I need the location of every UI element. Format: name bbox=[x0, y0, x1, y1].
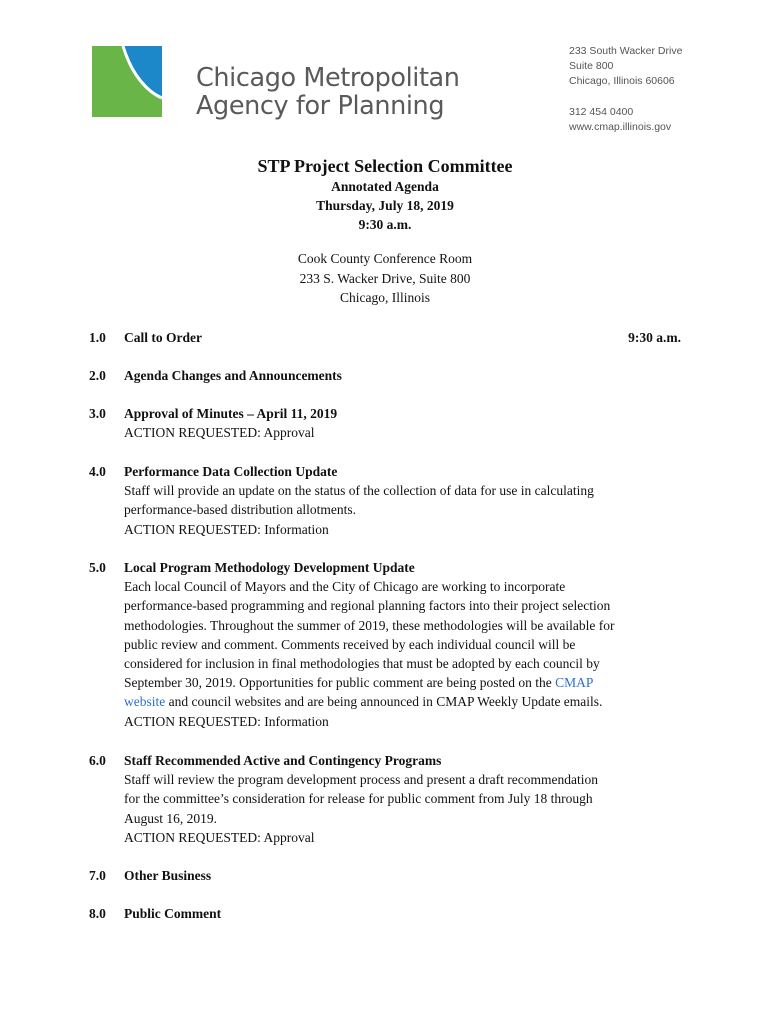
description-line: Each local Council of Mayors and the City of Chicago are working to incorporate bbox=[124, 579, 566, 595]
agenda-item-7 bbox=[89, 866, 681, 885]
contact-block bbox=[569, 44, 682, 135]
address-street: 233 South Wacker Drive bbox=[569, 45, 683, 57]
item-time: 9:30 a.m. bbox=[628, 330, 681, 345]
item-title: Local Program Methodology Development Update bbox=[124, 560, 415, 575]
location-room: Cook County Conference Room bbox=[297, 251, 473, 266]
description-line: performance-based programming and regional planning factors into their project selection bbox=[124, 598, 611, 614]
description-text: September 30, 2019. Opportunities for public comment are being posted on the bbox=[124, 675, 556, 691]
description-line: performance-based distribution allotments. bbox=[124, 502, 357, 518]
action-requested: ACTION REQUESTED: Approval bbox=[124, 829, 315, 845]
description-line: August 16, 2019. bbox=[124, 810, 218, 826]
item-title: Staff Recommended Active and Contingency Programs bbox=[124, 753, 442, 768]
description-line: methodologies. Throughout the summer of 2019, these methodologies will be available for bbox=[124, 617, 615, 633]
website-url: www.cmap.illinois.gov bbox=[569, 121, 672, 133]
page-title: STP Project Selection Committee bbox=[257, 156, 513, 176]
meeting-header bbox=[0, 155, 770, 308]
organization-name bbox=[196, 64, 460, 120]
address-city: Chicago, Illinois 60606 bbox=[569, 75, 675, 87]
meeting-location bbox=[0, 249, 770, 308]
item-title: Performance Data Collection Update bbox=[124, 464, 338, 479]
description-line bbox=[124, 692, 681, 711]
description-line: Staff will provide an update on the status of the collection of data for use in calculating bbox=[124, 483, 594, 499]
address-suite: Suite 800 bbox=[569, 60, 614, 72]
cmap-website-link-continued[interactable]: website bbox=[124, 694, 166, 710]
item-title: Public Comment bbox=[124, 906, 222, 921]
item-title: Other Business bbox=[124, 868, 212, 883]
agenda-item-6 bbox=[89, 751, 681, 847]
cmap-logo-icon bbox=[92, 46, 162, 117]
org-name-line-1: Chicago Metropolitan bbox=[196, 63, 460, 93]
agenda-item-4 bbox=[89, 462, 681, 539]
item-number: 2.0 bbox=[89, 368, 106, 383]
meeting-time: 9:30 a.m. bbox=[358, 217, 412, 232]
action-requested: ACTION REQUESTED: Approval bbox=[124, 425, 315, 441]
location-city: Chicago, Illinois bbox=[340, 290, 430, 305]
description-text: and council websites and are being announced in CMAP Weekly Update emails. bbox=[165, 694, 603, 710]
description-line bbox=[124, 673, 681, 692]
item-number: 7.0 bbox=[89, 868, 106, 883]
phone-number: 312 454 0400 bbox=[569, 106, 634, 118]
item-title: Approval of Minutes – April 11, 2019 bbox=[124, 406, 338, 421]
description-line: for the committee’s consideration for release for public comment from July 18 through bbox=[124, 791, 593, 807]
description-line: Staff will review the program development process and present a draft recommendation bbox=[124, 772, 598, 788]
agenda-item-1 bbox=[89, 328, 681, 347]
cmap-website-link[interactable]: CMAP bbox=[555, 675, 594, 691]
item-number: 5.0 bbox=[89, 560, 106, 575]
location-street: 233 S. Wacker Drive, Suite 800 bbox=[299, 270, 471, 286]
item-title: Call to Order bbox=[124, 330, 202, 345]
agenda-subtitle: Annotated Agenda bbox=[331, 179, 439, 194]
action-requested: ACTION REQUESTED: Information bbox=[124, 521, 329, 537]
meeting-date: Thursday, July 18, 2019 bbox=[316, 198, 454, 213]
item-number: 1.0 bbox=[89, 330, 106, 345]
item-number: 6.0 bbox=[89, 753, 106, 768]
description-line: public review and comment. Comments received by each individual council will be bbox=[124, 636, 576, 652]
description-line: considered for inclusion in final methodologies that must be adopted by each council by bbox=[124, 656, 600, 672]
agenda-item-5 bbox=[89, 558, 681, 731]
agenda-item-2 bbox=[89, 366, 681, 385]
item-number: 8.0 bbox=[89, 906, 106, 921]
item-number: 4.0 bbox=[89, 464, 106, 479]
item-number: 3.0 bbox=[89, 406, 106, 421]
item-title: Agenda Changes and Announcements bbox=[124, 368, 342, 383]
org-name-line-2: Agency for Planning bbox=[196, 91, 445, 121]
action-requested: ACTION REQUESTED: Information bbox=[124, 713, 329, 729]
agenda-item-3 bbox=[89, 404, 681, 442]
agenda-item-8 bbox=[89, 904, 681, 923]
